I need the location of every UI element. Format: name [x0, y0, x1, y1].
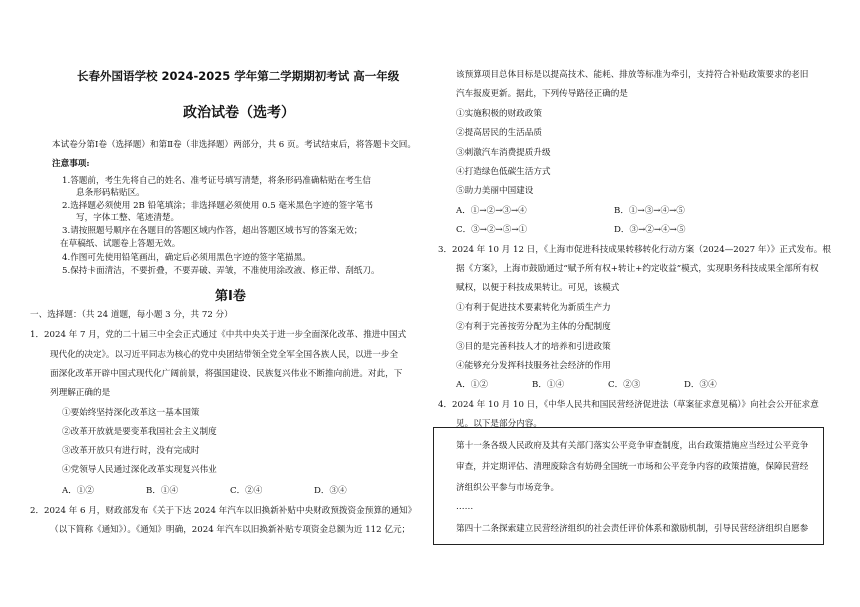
question-2-line: 2．2024 年 6 月，财政部发布《关于下达 2024 年汽车以旧换新补贴中央财政预拨资金预算的通知》 — [30, 506, 417, 516]
note-line: 3.请按照题号顺序在各题目的答题区域内作答，超出答题区域书写的答案无效； — [62, 226, 363, 236]
question-3-statement: ②有利于完善按劳分配为主体的分配制度 — [456, 322, 611, 332]
question-2-line: （以下简称《通知》）。《通知》明确，2024 年汽车以旧换新补贴专项资金总额为近 112 亿元； — [50, 525, 411, 535]
note-line: 1.答题前，考生先将自己的姓名、准考证号填写清楚，将条形码准确粘贴在考生信 — [62, 176, 371, 186]
note-line: 息条形码粘贴区。 — [76, 188, 145, 198]
note-line: 写，字体工整、笔迹清楚。 — [76, 213, 180, 223]
notes-heading: 注意事项: — [52, 159, 90, 169]
question-3-statement: ③目的是完善科技人才的培养和引进政策 — [456, 342, 611, 352]
question-2-statement: ④打造绿色低碳生活方式 — [456, 167, 551, 177]
question-3-statement: ④能够充分发挥科技服务社会经济的作用 — [456, 361, 611, 371]
question-1-line: 现代化的决定》。以习近平同志为核心的党中央团结带领全党全军全国各族人民，以进一步全 — [50, 350, 399, 360]
exam-intro: 本试卷分第Ⅰ卷（选择题）和第Ⅱ卷（非选择题）两部分，共 6 页。考试结束后，将答题卡交回。 — [52, 140, 416, 150]
question-2-option-b[interactable]: B．①→③→④→⑤ — [614, 206, 685, 216]
question-2-statement: ③刺激汽车消费提质升级 — [456, 148, 551, 158]
question-3-option-b[interactable]: B．①④ — [532, 380, 565, 390]
question-1-option-b[interactable]: B．①④ — [146, 486, 179, 496]
note-line: 在草稿纸、试题卷上答题无效。 — [60, 239, 181, 249]
note-line: 5.保持卡面清洁，不要折叠，不要弄破、弄皱，不准使用涂改液、修正带、刮纸刀。 — [62, 266, 380, 276]
section-title: 第Ⅰ卷 — [215, 289, 246, 304]
question-3-line: 3．2024 年 10 月 12 日，《上海市促进科技成果转移转化行动方案（2024—2027 年）》正式发布。根 — [438, 245, 831, 255]
question-3-option-d[interactable]: D．③④ — [684, 380, 717, 390]
question-1-statement: ②改革开放就是要变革我国社会主义制度 — [62, 427, 217, 437]
note-line: 4.作图可先使用铅笔画出，确定后必须用黑色字迹的签字笔描黑。 — [62, 253, 311, 263]
question-3-line: 据《方案》，上海市鼓励通过“赋予所有权+转让+约定收益”模式，实现职务科技成果全部所有权 — [456, 264, 819, 274]
question-4-line: 见。以下是部分内容。 — [456, 419, 542, 429]
question-2-option-a[interactable]: A．①→②→③→④ — [456, 206, 527, 216]
note-line: 2.选择题必须使用 2B 铅笔填涂；非选择题必须使用 0.5 毫米黑色字迹的签字笔书 — [62, 201, 373, 211]
question-2-statement: ②提高居民的生活品质 — [456, 128, 542, 138]
question-1-line: 1．2024 年 7 月，党的二十届三中全会正式通过《中共中央关于进一步全面深化改革、推进中国式 — [30, 330, 407, 340]
subject-title: 政治试卷（选考） — [183, 105, 295, 121]
question-1-statement: ④党领导人民通过深化改革实现复兴伟业 — [62, 465, 217, 475]
question-1-statement: ①要始终坚持深化改革这一基本国策 — [62, 408, 200, 418]
question-2-option-d[interactable]: D．③→②→④→⑤ — [614, 225, 686, 235]
question-1-statement: ③改革开放只有进行时，没有完成时 — [62, 446, 200, 456]
section-subtitle: 一、选择题：（共 24 道题，每小题 3 分，共 72 分） — [30, 310, 233, 320]
question-4-line: 4．2024 年 10 月 10 日，《中华人民共和国民营经济促进法（草案征求意见稿）》向社会公开征求意 — [438, 400, 819, 410]
excerpt-line: 济组织公平参与市场竞争。 — [456, 483, 560, 493]
excerpt-line: 第四十二条探索建立民营经济组织的社会责任评价体系和激励机制，引导民营经济组织自愿参 — [456, 524, 809, 534]
question-3-line: 赋权，以便于科技成果转让。可见，该模式 — [456, 283, 620, 293]
question-2-statement: ①实施积极的财政政策 — [456, 109, 542, 119]
question-1-option-c[interactable]: C．②④ — [230, 486, 263, 496]
excerpt-line: …… — [456, 502, 474, 512]
question-1-option-d[interactable]: D．③④ — [314, 486, 347, 496]
question-2-line: 汽车报废更新。据此，下列传导路径正确的是 — [456, 89, 628, 99]
excerpt-line: 审查，并定期评估、清理废除含有妨碍全国统一市场和公平竞争内容的政策措施，保障民营经 — [456, 462, 809, 472]
question-2-statement: ⑤助力美丽中国建设 — [456, 186, 534, 196]
school-title: 长春外国语学校 2024-2025 学年第二学期期初考试 高一年级 — [77, 69, 400, 83]
question-2-option-c[interactable]: C．③→②→⑤→① — [456, 225, 528, 235]
question-3-option-c[interactable]: C．②③ — [608, 380, 641, 390]
question-1-option-a[interactable]: A．①② — [62, 486, 94, 496]
question-1-line: 列理解正确的是 — [50, 388, 111, 398]
excerpt-line: 第十一条各级人民政府及其有关部门落实公平竞争审查制度，出台政策措施应当经过公平竞争 — [456, 441, 809, 451]
question-3-statement: ①有利于促进技术要素转化为新质生产力 — [456, 303, 611, 313]
question-2-line: 该预算项目总体目标是以提高技术、能耗、排放等标准为牵引，支持符合补贴政策要求的老旧 — [456, 70, 809, 80]
question-3-option-a[interactable]: A．①② — [456, 380, 488, 390]
question-1-line: 面深化改革开辟中国式现代化广阔前景，将强国建设、民族复兴伟业不断推向前进。对此，下 — [50, 369, 403, 379]
